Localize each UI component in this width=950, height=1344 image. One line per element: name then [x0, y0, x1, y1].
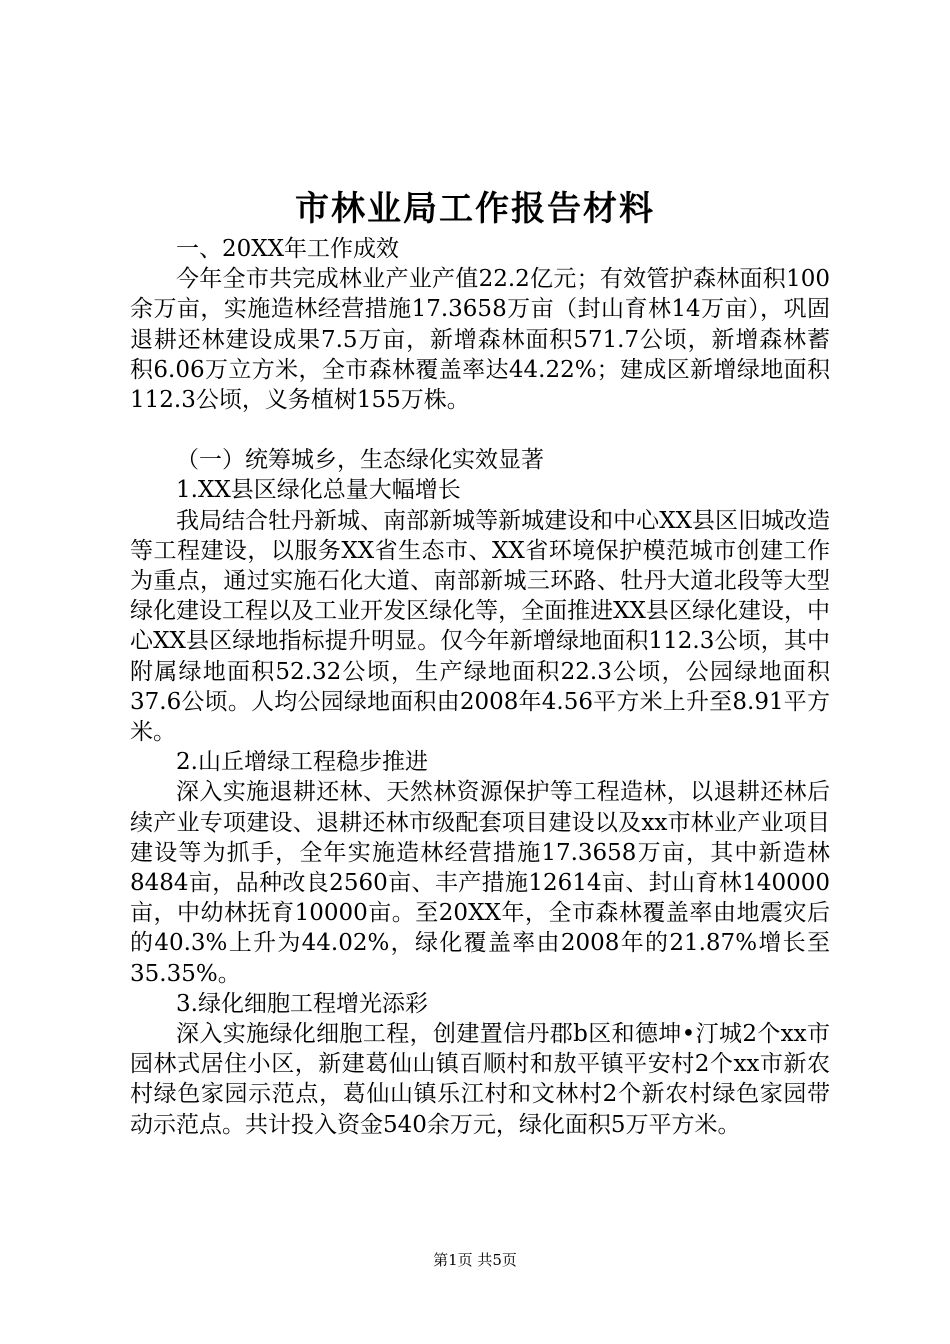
section-heading-achievements: 一、20XX年工作成效	[176, 236, 400, 262]
paragraph-summary: 今年全市共完成林业产业产值22.2亿元；有效管护森林面积100余万亩，实施造林经营措施17.3658万亩（封山育林14万亩），巩固退耕还林建设成果7.5万亩，新增森林面积571.7公顷，新增森林蓄积6.06万立方米，全市森林覆盖率达44.22%；建成区新增绿地面积112.3公顷，义务植树155万株。	[130, 266, 830, 414]
subsection-heading-urban-rural: （一）统筹城乡，生态绿化实效显著	[176, 447, 544, 474]
item-heading-hill-greening: 2.山丘增绿工程稳步推进	[176, 749, 428, 776]
paragraph-hill-greening: 深入实施退耕还林、天然林资源保护等工程造林，以退耕还林后续产业专项建设、退耕还林市级配套项目建设以及xx市林业产业项目建设等为抓手，全年实施造林经营措施17.3658万亩，其中新造林8484亩，品种改良2560亩、丰产措施12614亩、封山育林140000亩，中幼林抚育10000亩。至20XX年，全市森林覆盖率由地震灾后的40.3%上升为44.02%，绿化覆盖率由2008年的21.87%增长至35.35%。	[130, 779, 830, 987]
item-heading-greening-cell: 3.绿化细胞工程增光添彩	[176, 990, 428, 1017]
item-heading-county-greening: 1.XX县区绿化总量大幅增长	[176, 477, 461, 504]
page-footer: 第1页 共5页	[433, 1251, 517, 1269]
document-body	[130, 234, 830, 1140]
paragraph-county-greening: 我局结合牡丹新城、南部新城等新城建设和中心XX县区旧城改造等工程建设，以服务XX省生态市、XX省环境保护模范城市创建工作为重点，通过实施石化大道、南部新城三环路、牡丹大道北段等大型绿化建设工程以及工业开发区绿化等，全面推进XX县区绿化建设，中心XX县区绿地指标提升明显。仅今年新增绿地面积112.3公顷，其中附属绿地面积52.32公顷，生产绿地面积22.3公顷，公园绿地面积37.6公顷。人均公园绿地面积由2008年4.56平方米上升至8.91平方米。	[130, 507, 830, 746]
paragraph-greening-cell: 深入实施绿化细胞工程，创建置信丹郡b区和德坤•汀城2个xx市园林式居住小区，新建葛仙山镇百顺村和敖平镇平安村2个xx市新农村绿色家园示范点，葛仙山镇乐江村和文林村2个新农村绿色家园带动示范点。共计投入资金540余万元，绿化面积5万平方米。	[130, 1021, 830, 1138]
document-title: 市林业局工作报告材料	[295, 189, 655, 229]
